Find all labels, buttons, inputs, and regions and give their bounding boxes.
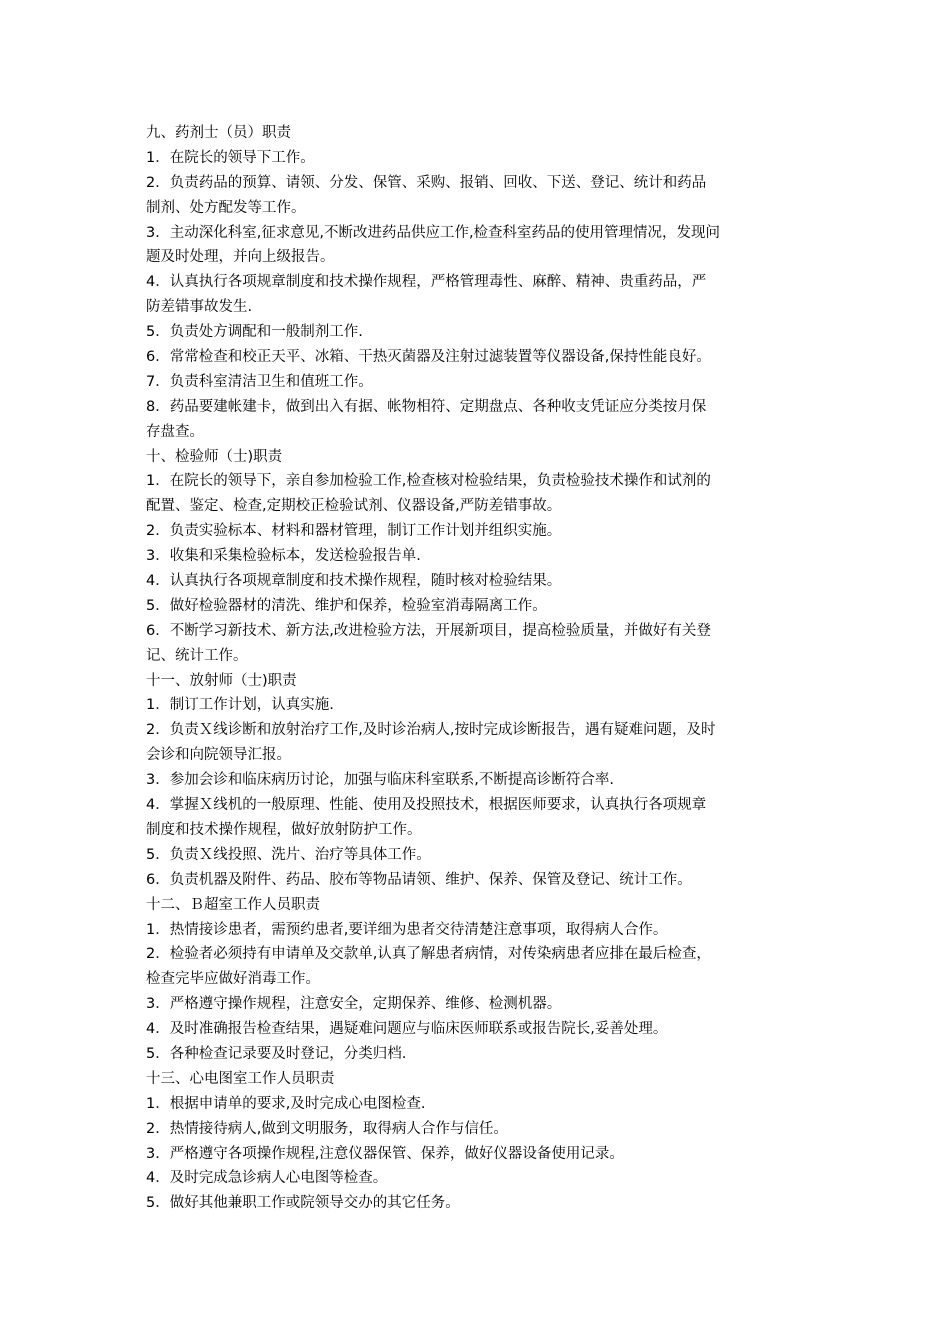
duty-item: 2．热情接待病人,做到文明服务，取得病人合作与信任。 xyxy=(146,1120,508,1137)
duty-item: 2．负责实验标本、材料和器材管理，制订工作计划并组织实施。 xyxy=(146,523,562,540)
duty-item: 5．各种检查记录要及时登记，分类归档. xyxy=(146,1045,407,1062)
duty-item: 1．在院长的领导下，亲自参加检验工作,检查核对检验结果，负责检验技术操作和试剂的 xyxy=(146,473,711,490)
duty-item: 1．制订工作计划，认真实施. xyxy=(146,697,334,714)
duty-item: 6．负责机器及附件、药品、胶布等物品请领、维护、保养、保管及登记、统计工作。 xyxy=(146,871,692,888)
duty-item: 3．主动深化科室,征求意见,不断改进药品供应工作,检查科室药品的使用管理情况，发现问 xyxy=(146,224,721,241)
duty-item-continuation: 防差错事故发生. xyxy=(146,299,253,316)
section-heading: 九、药剂士（员）职责 xyxy=(146,125,291,141)
duty-item-continuation: 配置、鉴定、检查,定期校正检验试剂、仪器设备,严防差错事故。 xyxy=(146,498,562,515)
duty-item: 4．及时完成急诊病人心电图等检查。 xyxy=(146,1170,388,1187)
duty-item: 4．掌握Ｘ线机的一般原理、性能、使用及投照技术，根据医师要求，认真执行各项规章 xyxy=(146,797,707,814)
section-heading: 十二、Ｂ超室工作人员职责 xyxy=(146,896,320,913)
duty-item: 7．负责科室清洁卫生和值班工作。 xyxy=(146,373,373,390)
duty-item: 2．检验者必须持有申请单及交款单,认真了解患者病情，对传染病患者应排在最后检查， xyxy=(146,946,711,963)
duty-item: 6．常常检查和校正天平、冰箱、干热灭菌器及注射过滤装置等仪器设备,保持性能良好。 xyxy=(146,349,711,366)
duty-item-continuation: 检查完毕应做好消毒工作。 xyxy=(146,971,320,988)
duty-item-continuation: 制剂、处方配发等工作。 xyxy=(146,199,306,216)
section-heading: 十一、放射师（士)职责 xyxy=(146,672,297,689)
duty-item-continuation: 记、统计工作。 xyxy=(146,647,248,664)
duty-item: 1．在院长的领导下工作。 xyxy=(146,149,315,166)
duty-item-continuation: 制度和技术操作规程，做好放射防护工作。 xyxy=(146,821,422,838)
duty-item: 2．负责Ｘ线诊断和放射治疗工作,及时诊治病人,按时完成诊断报告，遇有疑难问题，及时 xyxy=(146,722,716,739)
duty-item: 6．不断学习新技术、新方法,改进检验方法，开展新项目，提高检验质量，并做好有关登 xyxy=(146,622,711,639)
duty-item: 5．负责处方调配和一般制剂工作. xyxy=(146,324,363,341)
duty-item: 1．根据申请单的要求,及时完成心电图检查. xyxy=(146,1095,426,1112)
duty-item-continuation: 存盘查。 xyxy=(146,423,204,440)
duty-item: 3．严格遵守操作规程，注意安全，定期保养、维修、检测机器。 xyxy=(146,996,562,1013)
section-heading: 十三、心电图室工作人员职责 xyxy=(146,1070,335,1087)
duty-item: 2．负责药品的预算、请领、分发、保管、采购、报销、回收、下送、登记、统计和药品 xyxy=(146,174,707,191)
duty-item-continuation: 会诊和向院领导汇报。 xyxy=(146,747,291,764)
duty-item: 1．热情接诊患者，需预约患者,要详细为患者交待清楚注意事项，取得病人合作。 xyxy=(146,921,668,938)
duty-item: 5．做好检验器材的清洗、维护和保养，检验室消毒隔离工作。 xyxy=(146,597,547,614)
duty-item: 5．做好其他兼职工作或院领导交办的其它任务。 xyxy=(146,1195,460,1212)
duty-item-continuation: 题及时处理，并向上级报告。 xyxy=(146,249,335,266)
duty-item: 4．及时准确报告检查结果，遇疑难问题应与临床医师联系或报告院长,妥善处理。 xyxy=(146,1021,668,1038)
duty-item: 3．收集和采集检验标本，发送检验报告单. xyxy=(146,548,421,565)
duty-item: 5．负责Ｘ线投照、洗片、治疗等具体工作。 xyxy=(146,846,431,863)
duty-item: 4．认真执行各项规章制度和技术操作规程，严格管理毒性、麻醉、精神、贵重药品，严 xyxy=(146,274,707,291)
duty-item: 3．严格遵守各项操作规程,注意仪器保管、保养，做好仪器设备使用记录。 xyxy=(146,1145,624,1162)
document-body xyxy=(146,121,810,1216)
duty-item: 8．药品要建帐建卡，做到出入有据、帐物相符、定期盘点、各种收支凭证应分类按月保 xyxy=(146,398,707,415)
section-heading: 十、检验师（士)职责 xyxy=(146,448,283,465)
duty-item: 3．参加会诊和临床病历讨论，加强与临床科室联系,不断提高诊断符合率. xyxy=(146,772,614,789)
duty-item: 4．认真执行各项规章制度和技术操作规程，随时核对检验结果。 xyxy=(146,573,562,590)
